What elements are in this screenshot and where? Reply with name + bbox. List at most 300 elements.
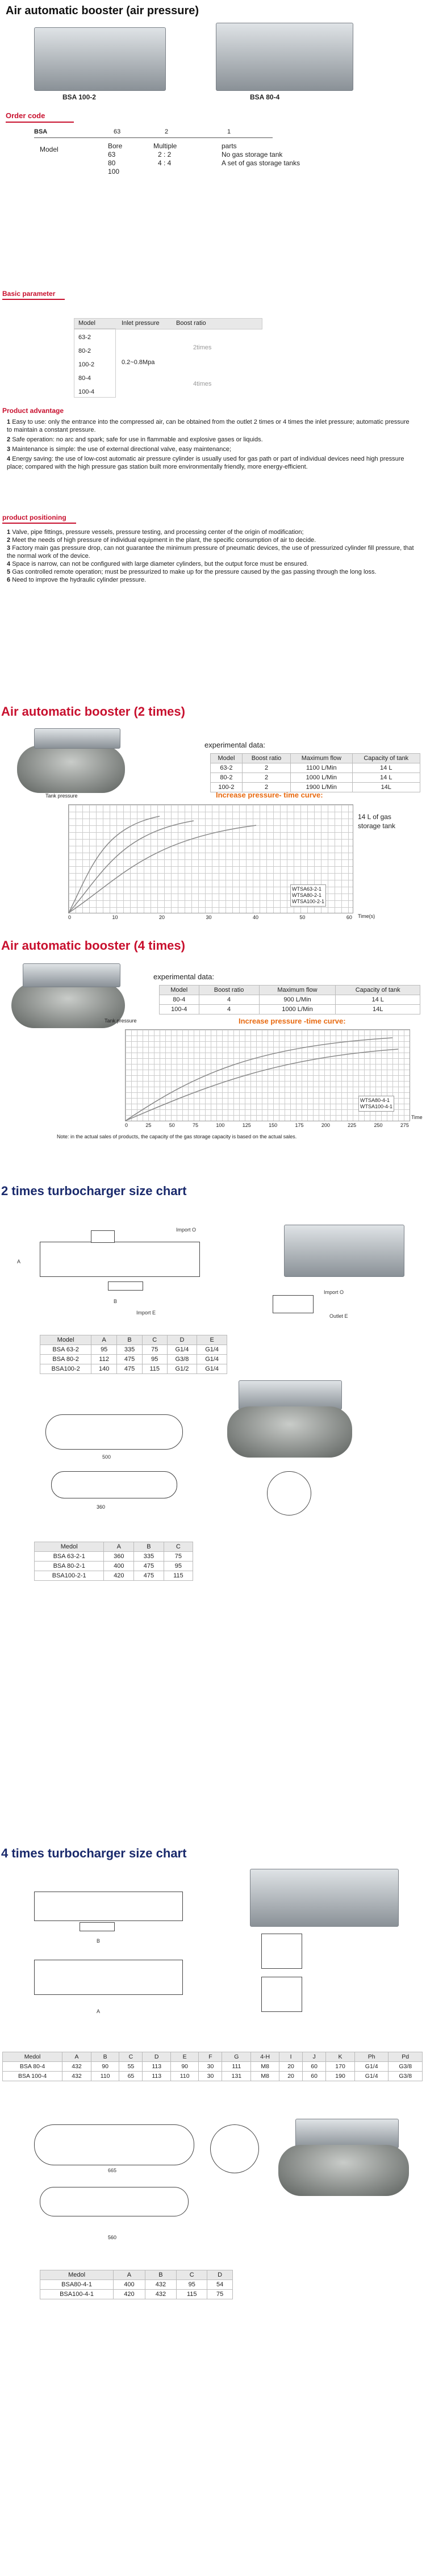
table-row <box>3 2062 423 2072</box>
hero-right-label: BSA 80-4 <box>250 93 280 101</box>
cell: 30 <box>199 2072 222 2081</box>
cell: 113 <box>143 2072 170 2081</box>
cell: 112 <box>91 1355 117 1364</box>
label-import-e: Import E <box>136 1310 156 1316</box>
table-row <box>160 995 420 1005</box>
col-multiple-header: Multiple <box>153 142 177 150</box>
cell: 131 <box>222 2072 251 2081</box>
advantage-item: 4 Energy saving: the use of low-cost automatic air pressure cylinder is usually used for gas path or part of individual devices need high pressure place; compared with the high pressure gas station built more environmentally friendly, more energy-efficient. <box>7 456 404 470</box>
size4-drawing <box>11 1874 227 2022</box>
table-row <box>40 1355 227 1364</box>
cell: G1/4 <box>167 1345 197 1355</box>
cell: 115 <box>164 1571 193 1581</box>
cell: 420 <box>114 2290 145 2299</box>
th-model: Model <box>211 754 243 763</box>
size4-tank-end-drawing <box>210 2124 261 2176</box>
cell: 63-2 <box>211 763 243 773</box>
bore-80: 80 <box>108 159 116 167</box>
table-header <box>160 986 420 995</box>
size4-booster-photo <box>250 1869 399 1927</box>
cell: 1000 L/Min <box>291 773 352 783</box>
booster-4x-photo <box>23 963 120 987</box>
booster-2x-photo <box>34 728 120 749</box>
sec2x-chart <box>68 804 353 913</box>
cell: G3/8 <box>167 1355 197 1364</box>
size2-tank-booster-photo <box>239 1380 342 1410</box>
label-import-o: Import O <box>324 1289 344 1295</box>
cell: 14 L <box>336 995 420 1005</box>
table-row <box>35 1571 193 1581</box>
th: B <box>134 1542 164 1552</box>
th: A <box>62 2052 91 2062</box>
size2-tank-photo <box>227 1406 352 1458</box>
cell: 54 <box>207 2280 233 2290</box>
dim-b: B <box>114 1299 118 1304</box>
legend-item: WTSA100-2-1 <box>292 899 325 904</box>
positioning-item: 6 Need to improve the hydraulic cylinder pressure. <box>7 577 147 583</box>
th: C <box>119 2052 143 2062</box>
cell: 4 <box>199 995 259 1005</box>
bore-100: 100 <box>108 168 120 176</box>
page-title: Air automatic booster (air pressure) <box>6 5 199 17</box>
multiple-2: 2 : 2 <box>158 151 172 158</box>
model-100-2: 100-2 <box>78 361 95 368</box>
positioning-text: Factory main gas pressure drop, can not guarantee the minimum pressure of pneumatic devices, the use of pressurized cylinder fill pressure, that the normal work of the device. <box>7 545 414 560</box>
tank-end-outline <box>267 1471 311 1515</box>
th-capacity: Capacity of tank <box>352 754 420 763</box>
sec2x-chart-title: Increase pressure- time curve: <box>216 791 323 799</box>
th: I <box>279 2052 303 2062</box>
sec4x-ylabel: Tank pressure <box>105 1018 137 1024</box>
cell: 75 <box>207 2290 233 2299</box>
basic-param-table <box>74 318 261 398</box>
side-outline <box>273 1295 314 1313</box>
cell: 432 <box>62 2062 91 2072</box>
cell: 140 <box>91 1364 117 1374</box>
curve-63 <box>69 816 160 913</box>
col-bore-header: Bore <box>108 142 123 150</box>
cylinder-side-outline <box>34 1960 183 1995</box>
cell: 95 <box>142 1355 167 1364</box>
table-row <box>40 2280 233 2290</box>
ratio-4times: 4times <box>193 381 212 387</box>
cell: 475 <box>134 1571 164 1581</box>
header-inlet: Inlet pressure <box>122 320 160 327</box>
basic-heading: Basic parameter <box>2 290 56 298</box>
positioning-item: 1 Valve, pipe fittings, pressure vessels, pressure testing, and processing center of the origin of modification; <box>7 529 304 536</box>
th: D <box>143 2052 170 2062</box>
col-parts <box>222 142 300 168</box>
code-series: BSA <box>34 128 48 135</box>
cell: 75 <box>142 1345 167 1355</box>
tick: 0 <box>68 915 72 920</box>
curve-100-4 <box>126 1049 398 1121</box>
table-row <box>3 2072 423 2081</box>
col-parts-header: parts <box>222 142 237 150</box>
model-80-4: 80-4 <box>78 375 91 382</box>
size4-tank-booster-photo <box>295 2119 399 2148</box>
cell: BSA 63-2-1 <box>35 1552 104 1562</box>
sec4x-chart-title: Increase pressure -time curve: <box>239 1017 346 1025</box>
positioning-item: 4 Space is narrow, can not be configured with large diameter cylinders, but the output force must be ensured. <box>7 561 308 567</box>
label-outlet-e: Outlet E <box>329 1313 348 1319</box>
th: B <box>145 2270 177 2280</box>
booster-100-2-photo <box>34 27 166 91</box>
cell: BSA100-2 <box>40 1364 91 1374</box>
sec4x-note: Note: in the actual sales of products, the capacity of the gas storage capacity is based on the actual sales. <box>57 1134 297 1139</box>
cell: 95 <box>177 2280 207 2290</box>
cell: 100-4 <box>160 1005 199 1014</box>
th: D <box>167 1335 197 1345</box>
cell: M8 <box>251 2072 279 2081</box>
cell: 335 <box>134 1552 164 1562</box>
cell: G3/8 <box>389 2062 423 2072</box>
col-bore <box>108 142 122 176</box>
cell: 113 <box>143 2062 170 2072</box>
sec2x-ylabel: Tank pressure <box>45 793 78 799</box>
cell: BSA 100-4 <box>3 2072 62 2081</box>
cell: 60 <box>303 2062 326 2072</box>
table-header <box>35 1542 193 1552</box>
cell: G1/4 <box>197 1355 227 1364</box>
curve-80-4 <box>126 1038 392 1121</box>
th: C <box>142 1335 167 1345</box>
advantage-text: Energy saving: the use of low-cost automatic air pressure cylinder is usually used for gas path or part of individual devices need high pressure place; compared with the high pressure gas station built more environmentally friendly, more energy-efficient. <box>7 456 404 470</box>
tick: 20 <box>158 915 165 920</box>
tick: 40 <box>252 915 258 920</box>
size2-tank-table <box>34 1542 193 1581</box>
cell: 14L <box>352 783 420 792</box>
size2-drawing <box>6 1225 222 1316</box>
advantage-text: Easy to use: only the entrance into the compressed air, can be obtained from the outlet 2 times or 4 times the inlet pressure; automatic pressure to maintain a constant pressure. <box>7 419 410 433</box>
valve-outline <box>91 1230 115 1243</box>
table-row <box>35 1552 193 1562</box>
tank-2x-photo <box>17 745 125 793</box>
cell: 95 <box>164 1562 193 1571</box>
cell: 2 <box>242 783 290 792</box>
tank-outline <box>34 2124 194 2165</box>
cell: 2 <box>242 763 290 773</box>
advantage-text: Safe operation: no arc and spark; safe for use in flammable and explosive gases or liquids. <box>12 436 263 443</box>
tick: 225 <box>348 1122 357 1128</box>
cell: 170 <box>326 2062 355 2072</box>
sec2x-note: 14 L of gas storage tank <box>358 813 396 830</box>
table-row <box>211 773 420 783</box>
th: 4-H <box>251 2052 279 2062</box>
positioning-heading: product positioning <box>2 513 66 521</box>
sec2x-legend <box>290 884 326 907</box>
positioning-item: 2 Meet the needs of high pressure of individual equipment in the plant, the specific consumption of air to decide. <box>7 537 316 544</box>
cell: BSA100-4-1 <box>40 2290 114 2299</box>
positioning-list <box>7 528 416 584</box>
ratio-2times: 2times <box>193 344 212 351</box>
cell: 100-2 <box>211 783 243 792</box>
sec4x-chart <box>125 1029 410 1121</box>
cell: 475 <box>134 1562 164 1571</box>
cell: 400 <box>104 1562 134 1571</box>
sec4x-xlabel: Time <box>411 1114 423 1120</box>
cylinder-outline <box>34 1892 183 1921</box>
cell: 80-4 <box>160 995 199 1005</box>
sec4x-exp: experimental data: <box>153 972 214 981</box>
sec2x-heading: Air automatic booster (2 times) <box>1 704 185 719</box>
cell: G1/4 <box>197 1345 227 1355</box>
tick: 0 <box>125 1122 128 1128</box>
th-model: Model <box>160 986 199 995</box>
table-row <box>211 763 420 773</box>
th: Pd <box>389 2052 423 2062</box>
tick: 200 <box>321 1122 330 1128</box>
th: D <box>207 2270 233 2280</box>
th: A <box>91 1335 117 1345</box>
red-rule <box>2 299 65 300</box>
size2-table <box>40 1335 227 1374</box>
table-row <box>160 1005 420 1014</box>
cell: 432 <box>145 2290 177 2299</box>
tick: 60 <box>346 915 352 920</box>
col-multiple <box>153 142 177 168</box>
sec2x-xlabel: Time(s) <box>358 913 375 919</box>
code-bore: 63 <box>114 128 121 135</box>
cell: 30 <box>199 2062 222 2072</box>
th-ratio: Boost ratio <box>242 754 290 763</box>
table-header <box>211 754 420 763</box>
cell: 432 <box>62 2072 91 2081</box>
tank-top-outline <box>40 2187 189 2216</box>
tick: 10 <box>112 915 118 920</box>
positioning-item: 3 Factory main gas pressure drop, can not guarantee the minimum pressure of pneumatic devices, the use of pressurized cylinder fill pressure, that the normal work of the device. <box>7 545 414 560</box>
order-code-row <box>34 128 273 138</box>
cell: G1/4 <box>354 2062 388 2072</box>
tick: 175 <box>295 1122 304 1128</box>
dim-a: A <box>17 1259 21 1264</box>
cell: M8 <box>251 2062 279 2072</box>
cell: 75 <box>164 1552 193 1562</box>
bore-63: 63 <box>108 151 116 158</box>
model-63-2: 63-2 <box>78 334 91 341</box>
header-model: Model <box>78 320 95 327</box>
cell: 90 <box>170 2062 198 2072</box>
advantage-item: 2 Safe operation: no arc and spark; safe for use in flammable and explosive gases or liquids. <box>7 436 263 443</box>
positioning-item: 5 Gas controlled remote operation; must be pressurized to make up for the pressure caused by the gas passing through the long loss. <box>7 569 377 575</box>
positioning-text: Space is narrow, can not be configured with large diameter cylinders, but the output force must be ensured. <box>12 561 308 567</box>
cell: BSA80-4-1 <box>40 2280 114 2290</box>
th: E <box>197 1335 227 1345</box>
cell: 90 <box>91 2062 119 2072</box>
label-import-o: Import O <box>176 1227 197 1233</box>
curve-100 <box>69 825 256 913</box>
order-code-heading: Order code <box>6 111 45 120</box>
cell: 55 <box>119 2062 143 2072</box>
end-outline <box>261 1977 302 2012</box>
code-parts: 1 <box>227 128 231 135</box>
cell: G1/4 <box>197 1364 227 1374</box>
table-header <box>3 2052 423 2062</box>
end-outline <box>261 1934 302 1969</box>
cell: 420 <box>104 1571 134 1581</box>
advantage-heading: Product advantage <box>2 407 64 415</box>
dim-560: 560 <box>108 2235 117 2240</box>
cell: 190 <box>326 2072 355 2081</box>
cell: 14L <box>336 1005 420 1014</box>
legend-item: WTSA80-2-1 <box>292 892 322 898</box>
cell: 475 <box>117 1355 143 1364</box>
size4-table <box>2 2052 423 2081</box>
table-row <box>35 1562 193 1571</box>
cell: 20 <box>279 2062 303 2072</box>
th: G <box>222 2052 251 2062</box>
tick: 50 <box>169 1122 175 1128</box>
header-ratio: Boost ratio <box>176 320 206 327</box>
table-header <box>40 2270 233 2280</box>
tick: 30 <box>206 915 212 920</box>
cylinder-outline <box>40 1242 200 1277</box>
cell: BSA 63-2 <box>40 1345 91 1355</box>
th: B <box>117 1335 143 1345</box>
dim-a: A <box>97 2009 101 2014</box>
size4-end-drawing <box>261 1934 364 2013</box>
red-rule <box>6 122 74 123</box>
cell: 2 <box>242 773 290 783</box>
advantage-text: Maintenance is simple: the use of external directional valve, easy maintenance; <box>12 446 232 453</box>
size4-tank-table <box>40 2270 233 2299</box>
cell: 14 L <box>352 773 420 783</box>
size2-side-drawing <box>267 1284 381 1324</box>
cell: 335 <box>117 1345 143 1355</box>
cell: 360 <box>104 1552 134 1562</box>
cell: 400 <box>114 2280 145 2290</box>
th: C <box>177 2270 207 2280</box>
dim-500: 500 <box>102 1454 111 1460</box>
size2-booster-photo <box>284 1225 404 1277</box>
legend-item: WTSA100-4-1 <box>360 1104 393 1109</box>
dim-b: B <box>97 1938 101 1944</box>
cell: 60 <box>303 2072 326 2081</box>
cell: BSA 80-4 <box>3 2062 62 2072</box>
cell: G3/8 <box>389 2072 423 2081</box>
tick: 100 <box>216 1122 225 1128</box>
tick: 50 <box>299 915 306 920</box>
positioning-text: Gas controlled remote operation; must be pressurized to make up for the pressure caused by the gas passing through the long loss. <box>12 569 377 575</box>
sec2x-table <box>210 753 420 792</box>
th: Model <box>40 1335 91 1345</box>
positioning-text: Need to improve the hydraulic cylinder pressure. <box>12 577 147 583</box>
tick: 125 <box>242 1122 251 1128</box>
size4-tank-photo <box>278 2145 409 2196</box>
cell: 4 <box>199 1005 259 1014</box>
sec4x-xticks <box>125 1122 409 1128</box>
th-ratio: Boost ratio <box>199 986 259 995</box>
cell: 1000 L/Min <box>259 1005 336 1014</box>
tick: 250 <box>374 1122 383 1128</box>
cell: G1/2 <box>167 1364 197 1374</box>
th: A <box>104 1542 134 1552</box>
th: C <box>164 1542 193 1552</box>
th: A <box>114 2270 145 2280</box>
cell: 65 <box>119 2072 143 2081</box>
cell: 115 <box>177 2290 207 2299</box>
sec2x-xticks <box>68 915 352 920</box>
cell: BSA 80-2-1 <box>35 1562 104 1571</box>
sec2x-exp: experimental data: <box>204 741 265 749</box>
inlet-pressure: 0.2~0.8Mpa <box>122 359 155 366</box>
model-80-2: 80-2 <box>78 348 91 354</box>
th: Medol <box>3 2052 62 2062</box>
cell: 110 <box>170 2072 198 2081</box>
sec4x-heading: Air automatic booster (4 times) <box>1 938 185 953</box>
port-outline <box>108 1281 143 1291</box>
table-row <box>40 1364 227 1374</box>
th: E <box>170 2052 198 2062</box>
size4-heading: 4 times turbocharger size chart <box>1 1846 187 1860</box>
booster-80-4-photo <box>216 23 353 91</box>
tick: 25 <box>145 1122 152 1128</box>
cell: BSA100-2-1 <box>35 1571 104 1581</box>
multiple-4: 4 : 4 <box>158 159 172 167</box>
port-outline <box>80 1922 115 1931</box>
th: J <box>303 2052 326 2062</box>
th: F <box>199 2052 222 2062</box>
advantage-list <box>7 418 416 473</box>
cell: 1100 L/Min <box>291 763 352 773</box>
parts-no-tank: No gas storage tank <box>222 151 283 158</box>
size2-tank-drawing <box>34 1403 193 1500</box>
tick: 275 <box>400 1122 409 1128</box>
dim-360: 360 <box>97 1504 106 1510</box>
cell: 111 <box>222 2062 251 2072</box>
size2-tank-end-drawing <box>267 1471 312 1517</box>
th: K <box>326 2052 355 2062</box>
legend-item: WTSA80-4-1 <box>360 1097 390 1103</box>
cell: 14 L <box>352 763 420 773</box>
th-flow: Maximum flow <box>291 754 352 763</box>
cell: 900 L/Min <box>259 995 336 1005</box>
tank-top-outline <box>51 1471 177 1498</box>
tick: 150 <box>269 1122 278 1128</box>
tank-outline <box>45 1414 183 1450</box>
cell: 115 <box>142 1364 167 1374</box>
th-capacity: Capacity of tank <box>336 986 420 995</box>
size4-tank-drawing <box>23 2102 216 2227</box>
cell: 20 <box>279 2072 303 2081</box>
table-row <box>40 1345 227 1355</box>
col-model: Model <box>40 145 59 153</box>
sec4x-legend <box>358 1096 394 1112</box>
cell: 432 <box>145 2280 177 2290</box>
th: Ph <box>354 2052 388 2062</box>
dim-665: 665 <box>108 2168 117 2173</box>
tank-end-outline <box>210 2124 259 2173</box>
th: B <box>91 2052 119 2062</box>
code-multiple: 2 <box>165 128 169 135</box>
positioning-text: Valve, pipe fittings, pressure vessels, pressure testing, and processing center of the origin of modification; <box>12 529 304 536</box>
cell: 1900 L/Min <box>291 783 352 792</box>
size2-heading: 2 times turbocharger size chart <box>1 1184 187 1198</box>
model-100-4: 100-4 <box>78 389 95 395</box>
cell: 475 <box>117 1364 143 1374</box>
tick: 75 <box>193 1122 199 1128</box>
hero-left-label: BSA 100-2 <box>62 93 96 101</box>
th-flow: Maximum flow <box>259 986 336 995</box>
table-row <box>40 2290 233 2299</box>
legend-item: WTSA63-2-1 <box>292 886 322 892</box>
cell: G1/4 <box>354 2072 388 2081</box>
parts-tank-set: A set of gas storage tanks <box>222 159 300 167</box>
cell: 80-2 <box>211 773 243 783</box>
table-header <box>40 1335 227 1345</box>
advantage-item: 1 Easy to use: only the entrance into the compressed air, can be obtained from the outlet 2 times or 4 times the inlet pressure; automatic pressure to maintain a constant pressure. <box>7 419 410 433</box>
positioning-text: Meet the needs of high pressure of individual equipment in the plant, the specific consumption of air to decide. <box>12 537 316 544</box>
